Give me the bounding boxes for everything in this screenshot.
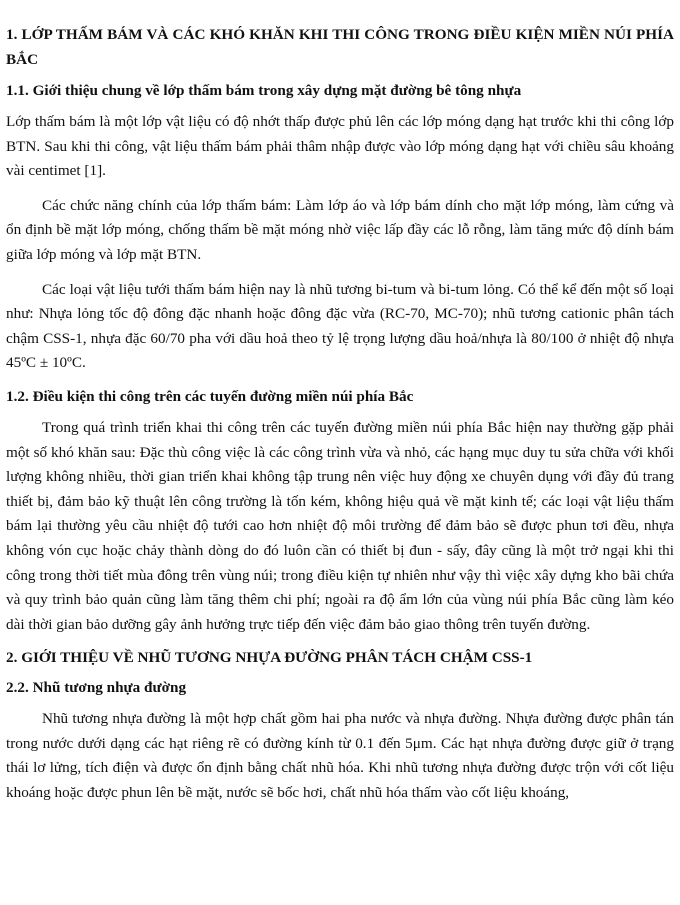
paragraph-2-2-a: Nhũ tương nhựa đường là một hợp chất gồm hai pha nước và nhựa đường. Nhựa đường được phân tán trong nước dưới dạng các hạt riêng rẽ có đường kính từ 0.1 đến 5μm. Các hạt nhựa đường được giữ ở trạng thái lơ lửng, tích điện và được ổn định bằng chất nhũ hóa. Khi nhũ tương nhựa đường được trộn với cốt liệu khoáng hoặc được phun lên bề mặt, nước sẽ bốc hơi, chất nhũ hóa thấm vào cốt liệu khoáng, xyxy=(6,710,674,802)
section-2-2-heading: 2.2. Nhũ tương nhựa đường xyxy=(6,679,187,697)
section-1-heading: 1. LỚP THẤM BÁM VÀ CÁC KHÓ KHĂN KHI THI CÔNG TRONG ĐIỀU KIỆN MIỀN NÚI PHÍA BẮC xyxy=(6,26,674,68)
section-2-heading: 2. GIỚI THIỆU VỀ NHŨ TƯƠNG NHỰA ĐƯỜNG PHÂN TÁCH CHẬM CSS-1 xyxy=(6,649,533,667)
paragraph-1-2-a: Trong quá trình triển khai thi công trên các tuyến đường miền núi phía Bắc hiện nay thường gặp phải một số khó khăn sau: Đặc thù công việc là các công trình vừa và nhỏ, các hạng mục duy tu sửa chữa với khối lượng không nhiều, thời gian triển khai không tập trung nên việc huy động xe chuyên dụng với đầy đủ trang thiết bị, đảm bảo kỹ thuật lên công trường là tốn kém, không hiệu quả về mặt kinh tế; các loại vật liệu thấm bám lại thường yêu cầu nhiệt độ tưới cao hơn nhiệt độ môi trường để đảm bảo sẽ được phun tơi đều, nhựa không vón cục hoặc chảy thành dòng do đó luôn cần có thiết bị đun - sấy, đây cũng là một trở ngại khi thi công trong thời tiết mùa đông trên vùng núi; trong điều kiện tự nhiên như vậy thì việc xây dựng kho bãi chứa và quy trình bảo quản cũng làm tăng thêm chi phí; ngoài ra độ ẩm lớn của vùng núi phía Bắc cũng làm kéo dài thời gian bảo dưỡng gây ảnh hưởng trực tiếp đến việc đảm bảo giao thông trên tuyến đường. xyxy=(6,418,674,633)
paragraph-1-1-a: Lớp thấm bám là một lớp vật liệu có độ nhớt thấp được phủ lên các lớp móng dạng hạt trước khi thi công lớp BTN. Sau khi thi công, vật liệu thấm bám phải thâm nhập được vào lớp móng dạng hạt với chiều sâu khoảng vài centimet [1]. xyxy=(6,113,674,180)
paragraph-1-1-c: Các loại vật liệu tưới thấm bám hiện nay là nhũ tương bi-tum và bi-tum lỏng. Có thể kể đến một số loại như: Nhựa lỏng tốc độ đông đặc nhanh hoặc đông đặc vừa (RC-70, MC-70); nhũ tương cationic phân tách chậm CSS-1, nhựa đặc 60/70 pha với dầu hoả theo tỷ lệ trọng lượng dầu hoả/nhựa là 80/100 ở nhiệt độ nhựa 45ºC ± 10ºC. xyxy=(6,280,674,372)
section-1-1-heading: 1.1. Giới thiệu chung về lớp thấm bám trong xây dựng mặt đường bê tông nhựa xyxy=(6,82,522,99)
paragraph-1-1-b: Các chức năng chính của lớp thấm bám: Làm lớp áo và lớp bám dính cho mặt lớp móng, làm cứng và ổn định bề mặt lớp móng, chống thấm bề mặt móng nhờ việc lấp đầy các lỗ rỗng, làm tăng mức độ dính bám giữa lớp móng và lớp mặt BTN. xyxy=(6,196,674,263)
section-1-2-heading: 1.2. Điều kiện thi công trên các tuyến đường miền núi phía Bắc xyxy=(6,387,414,405)
